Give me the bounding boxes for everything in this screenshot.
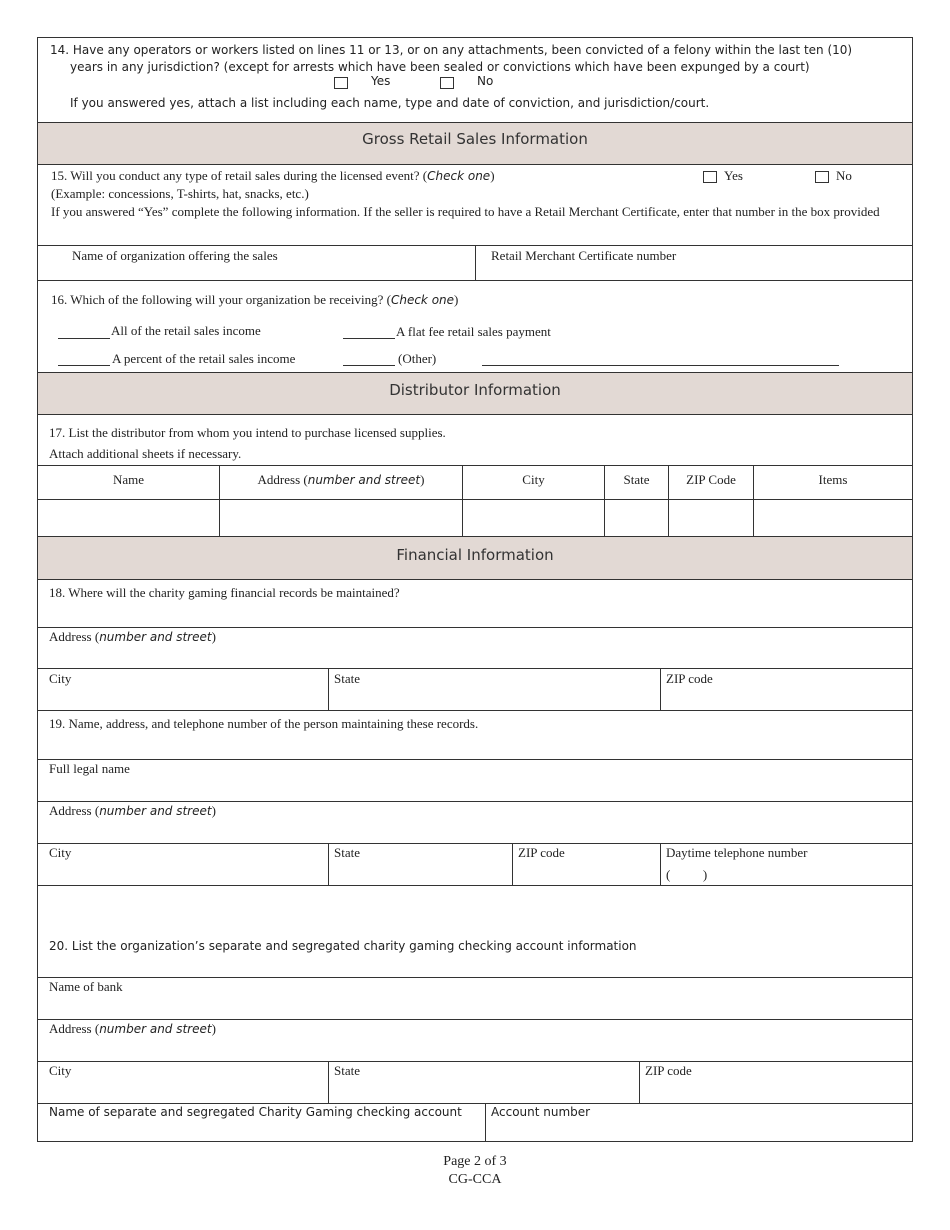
q16-percent-blank[interactable] xyxy=(58,365,110,366)
q16-flat-blank[interactable] xyxy=(343,338,395,339)
q19-address-field[interactable] xyxy=(38,802,912,843)
q16-other-field[interactable] xyxy=(482,365,839,366)
q16-other-blank[interactable] xyxy=(343,365,395,366)
q20-zip-label: ZIP code xyxy=(645,1063,692,1078)
q15-instruction: If you answered “Yes” complete the following information. If the seller is required to have a Retail Merchant Certificate, enter that number in the box provided xyxy=(51,204,880,219)
q18-city-label: City xyxy=(49,671,72,686)
q18-state-field[interactable] xyxy=(329,669,660,710)
section-retail-sales: Gross Retail Sales Information xyxy=(38,123,912,164)
q17-state-field[interactable] xyxy=(605,500,668,536)
q14-yes-label: Yes xyxy=(371,74,391,88)
q18-zip-field[interactable] xyxy=(661,669,912,710)
q19-zip-label: ZIP code xyxy=(518,845,565,860)
q17-col-zip: ZIP Code xyxy=(686,472,736,487)
q19-phone-area-code: ( ) xyxy=(666,867,708,882)
q18-city-field[interactable] xyxy=(38,669,328,710)
q20-account-name-label: Name of separate and segregated Charity Gaming checking account xyxy=(49,1105,462,1119)
q20-question: 20. List the organization’s separate and segregated charity gaming checking account information xyxy=(49,939,637,953)
q20-account-number-label: Account number xyxy=(491,1105,591,1119)
q15-org-label: Name of organization offering the sales xyxy=(72,248,278,263)
q19-phone-field[interactable] xyxy=(661,844,912,885)
q14-line2: years in any jurisdiction? (except for arrests which have been sealed or convictions which have been expunged by a court) xyxy=(70,60,810,74)
q19-address-label: Address (number and street) xyxy=(49,803,216,818)
q15-question: 15. Will you conduct any type of retail sales during the licensed event? (Check one) xyxy=(51,168,495,183)
q17-col-name: Name xyxy=(112,472,145,487)
q20-state-field[interactable] xyxy=(329,1062,639,1103)
q18-address-label: Address (number and street) xyxy=(49,629,216,644)
q20-bank-label: Name of bank xyxy=(49,979,123,994)
q16-question: 16. Which of the following will your organization be receiving? (Check one) xyxy=(51,292,459,307)
section-financial: Financial Information xyxy=(38,537,912,579)
q17-col-address: Address (number and street) xyxy=(257,472,425,487)
q20-state-label: State xyxy=(334,1063,360,1078)
q20-bank-field[interactable] xyxy=(38,978,912,1019)
q20-account-number-field[interactable] xyxy=(486,1104,912,1142)
q18-state-label: State xyxy=(334,671,360,686)
q19-name-label: Full legal name xyxy=(49,761,130,776)
footer-form-id: CG-CCA xyxy=(448,1172,502,1187)
q16-all-blank[interactable] xyxy=(58,338,110,339)
q19-state-field[interactable] xyxy=(329,844,512,885)
q17-zip-field[interactable] xyxy=(669,500,753,536)
q14-no-checkbox[interactable] xyxy=(440,77,454,89)
q15-cert-field[interactable] xyxy=(476,246,912,280)
section-distributor: Distributor Information xyxy=(38,373,912,414)
q18-zip-label: ZIP code xyxy=(666,671,713,686)
q19-question: 19. Name, address, and telephone number of the person maintaining these records. xyxy=(49,716,479,731)
q18-question: 18. Where will the charity gaming financial records be maintained? xyxy=(49,585,400,600)
form-page xyxy=(37,37,913,1142)
q17-name-field[interactable] xyxy=(38,500,219,536)
q20-account-name-field[interactable] xyxy=(38,1104,485,1142)
q14-yes-checkbox[interactable] xyxy=(334,77,348,89)
q17-col-city: City xyxy=(522,472,545,487)
q19-phone-label: Daytime telephone number xyxy=(666,845,808,860)
q15-yes-label: Yes xyxy=(724,168,743,183)
q15-no-checkbox[interactable] xyxy=(815,171,829,183)
q16-opt-percent: A percent of the retail sales income xyxy=(112,351,296,366)
q15-no-label: No xyxy=(836,168,852,183)
q19-name-field[interactable] xyxy=(38,760,912,801)
q16-opt-other: (Other) xyxy=(398,351,437,366)
q15-cert-label: Retail Merchant Certificate number xyxy=(491,248,677,263)
q17-col-items: Items xyxy=(818,472,848,487)
footer-page-number: Page 2 of 3 xyxy=(443,1154,507,1169)
q17-line2: Attach additional sheets if necessary. xyxy=(49,446,242,461)
q19-city-field[interactable] xyxy=(38,844,328,885)
q17-line1: 17. List the distributor from whom you intend to purchase licensed supplies. xyxy=(49,425,446,440)
q16-opt-all: All of the retail sales income xyxy=(111,323,261,338)
q17-col-state: State xyxy=(623,472,650,487)
q17-address-field[interactable] xyxy=(220,500,462,536)
q20-address-label: Address (number and street) xyxy=(49,1021,216,1036)
q16-opt-flat: A flat fee retail sales payment xyxy=(396,324,551,339)
q19-zip-field[interactable] xyxy=(513,844,660,885)
q14-note: If you answered yes, attach a list including each name, type and date of conviction, and jurisdiction/court. xyxy=(70,96,710,110)
q14-no-label: No xyxy=(477,74,494,88)
q20-city-field[interactable] xyxy=(38,1062,328,1103)
q14-text xyxy=(50,42,910,76)
q20-address-field[interactable] xyxy=(38,1020,912,1061)
q20-city-label: City xyxy=(49,1063,72,1078)
q20-zip-field[interactable] xyxy=(640,1062,912,1103)
q15-yes-checkbox[interactable] xyxy=(703,171,717,183)
q19-state-label: State xyxy=(334,845,360,860)
q17-items-field[interactable] xyxy=(754,500,912,536)
q18-address-field[interactable] xyxy=(38,628,912,668)
q15-org-field[interactable] xyxy=(38,246,475,280)
q17-city-field[interactable] xyxy=(463,500,604,536)
q15-example: (Example: concessions, T-shirts, hat, snacks, etc.) xyxy=(51,186,309,201)
q19-city-label: City xyxy=(49,845,72,860)
q14-line1: 14. Have any operators or workers listed on lines 11 or 13, or on any attachments, been convicted of a felony within the last ten (10) xyxy=(50,43,853,57)
